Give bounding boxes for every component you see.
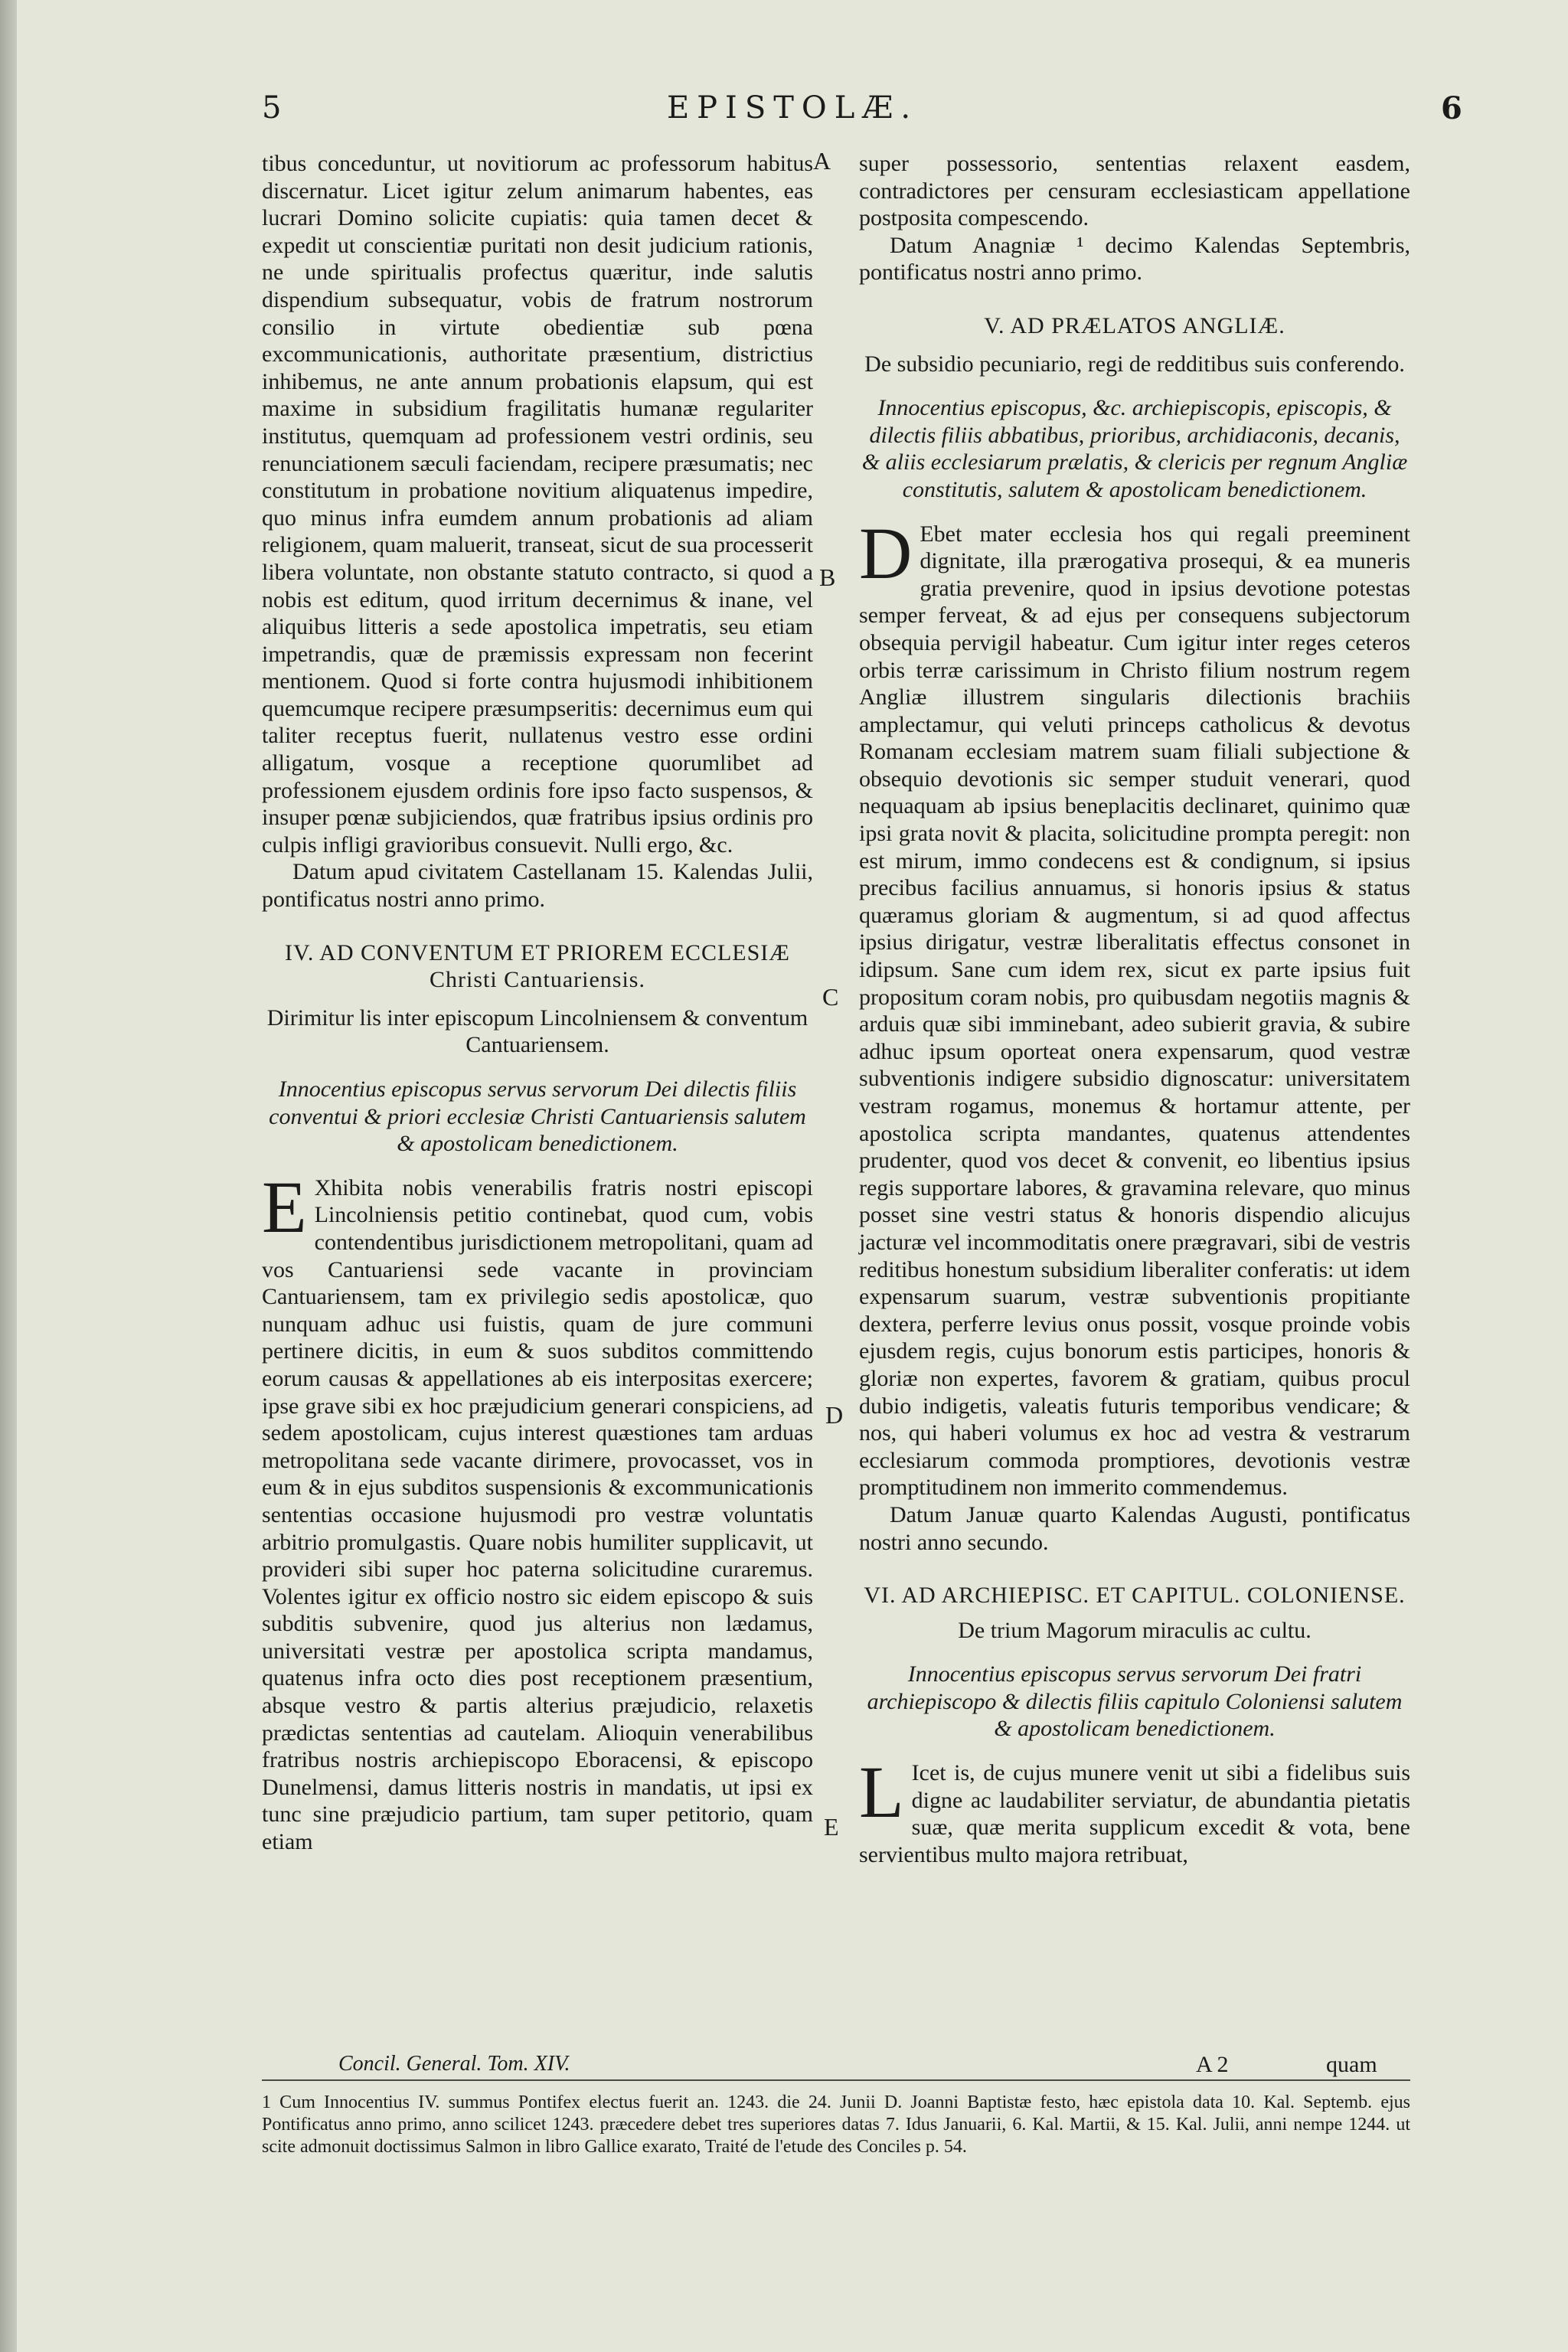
margin-letter-a: A bbox=[813, 147, 831, 175]
letter-vi-body bbox=[859, 1751, 1410, 1868]
binding-gutter bbox=[0, 0, 17, 2352]
letter-iv-summary: Dirimitur lis inter episcopum Lincolniensem & conventum Cantuariensem. bbox=[266, 1004, 808, 1058]
right-dating-clause-2: Datum Januæ quarto Kalendas Augusti, pontificatus nostri anno secundo. bbox=[859, 1501, 1410, 1555]
footnote-divider bbox=[262, 2079, 1410, 2081]
left-paragraph-1: tibus conceduntur, ut novitiorum ac professorum habitus discernatur. Licet igitur zelum animarum habentes, eas lucrari Domino solicite cupiatis: quia tamen decet & expedit ut conscientiæ puritati non desit judicium rationis, ne unde spiritualis profectus quæritur, inde salutis dispendium subsequatur, vobis de fratrum nostrorum consilio in virtute obedientiæ sub pœna excommunicationis, authoritate præsentium, districtius inhibemus, ne ante annum probationis elapsum, qui est maxime in subsidium fragilitatis humanæ regulariter institutus, quemquam ad professionem vestri ordinis, seu renunciationem sæculi faciendam, recipere præsumatis; nec constitutum in probatione novitium aliquatenus impedire, quo minus infra eumdem annum probationis ad aliam religionem, quam maluerit, transeat, sicut de sua processerit libera voluntate, non obstante statuto contracto, si quod a nobis est editum, quod irritum decernimus & inane, vel aliquibus litteris a sede apostolica impetratis, seu etiam impetrandis, quæ de præmissis expressam non fecerint mentionem. Quod si forte contra hujusmodi inhibitionem quemcumque recipere præsumpseritis: decernimus eum qui taliter receptus fuerit, nullatenus vestro esse ordini alligatum, vosque a receptione quorumlibet ad professionem ejusdem ordinis fore ipso facto suspensos, & insuper pœnæ subjiciendos, quæ fratribus ipsius ordinis pro culpis infligi gravioribus consuevit. Nulli ergo, &c. bbox=[262, 151, 813, 858]
footnote: 1 Cum Innocentius IV. summus Pontifex electus fuerit an. 1243. die 24. Junii D. Joanni Baptistæ festo, hæc epistola data 10. Kal. Septemb. ejus Pontificatus anno primo, anno scilicet 1243. præcedere debet tres superiores datas 7. Idus Januarii, 6. Kal. Martii, & 15. Kal. Julii, anni nempe 1244. ut scite admonuit doctissimus Salmon in libro Gallice exarato, Traité de l'etude des Conciles p. 54. bbox=[262, 2092, 1410, 2157]
letter-iv-address: Innocentius episcopus servus servorum Dei dilectis filiis conventui & priori ecclesiæ Christi Cantuariensis salutem & apostolicam benedictionem. bbox=[269, 1076, 806, 1157]
margin-letter-e: E bbox=[824, 1813, 839, 1841]
letter-iv-heading: IV. AD CONVENTUM ET PRIOREM ECCLESIÆ Christi Cantuariensis. bbox=[285, 939, 790, 993]
drop-cap-e: E bbox=[262, 1165, 307, 1248]
signature-line: Concil. General. Tom. XIV. bbox=[338, 2052, 570, 2076]
right-paragraph-1: super possessorio, sententias relaxent easdem, contradictores per censuram ecclesiasticam appellatione postposita compescendo. bbox=[859, 151, 1410, 231]
drop-cap-l: L bbox=[859, 1751, 904, 1834]
catchword: quam bbox=[1326, 2052, 1377, 2077]
left-page-number: 5 bbox=[262, 90, 282, 126]
running-head bbox=[17, 90, 1568, 136]
letter-v-heading: V. AD PRÆLATOS ANGLIÆ. bbox=[984, 312, 1285, 338]
running-title: EPISTOLÆ. bbox=[666, 90, 919, 126]
drop-cap-d: D bbox=[859, 511, 913, 594]
right-dating-clause-1: Datum Anagniæ ¹ decimo Kalendas Septembris, pontificatus nostri anno primo. bbox=[859, 232, 1410, 286]
left-column bbox=[262, 150, 813, 1856]
margin-letter-c: C bbox=[822, 983, 839, 1011]
margin-letter-d: D bbox=[825, 1401, 844, 1429]
letter-iv-text: Xhibita nobis venerabilis fratris nostri episcopi Lincolniensis petitio continebat, quod cum, vobis contendentibus jurisdictionem metropolitani, quam ad vos Cantuariensi sede vacante in provinciam Cantuariensem, tam ex privilegio sedis apostolicæ, quo nunquam adhuc usi fuistis, quam de jure communi pertinere dicitis, in eum & suos subditos committendo eorum causas & appellationes ab eis interpositas exercere; ipse grave sibi ex hoc præjudicium generari conspiciens, ad sedem apostolicam, cujus interest quæstiones tam arduas metropolitana sede vacante dirimere, provocasset, vos in eum & in ejus subditos suspensionis & excommunicationis sententias occasione hujusmodi pro vestræ voluntatis arbitrio promulgastis. Quare nobis humiliter supplicavit, ut provideri sibi super hoc paterna solicitudine curaremus. Volentes igitur ex officio nostro sic eidem episcopo & suis subditis subvenire, quod jus alterius non lædamus, universitati vestræ per apostolica scripta mandamus, quatenus infra octo dies post receptionem præsentium, absque vestro & partis alterius præjudicio, relaxetis prædictas sententias ad cautelam. Alioquin venerabilibus fratribus nostris archiepiscopo Eboracensi, & episcopo Dunelmensi, damus litteris nostris in mandatis, ut ipsi ex tunc sine præjudicio partium, tam super petitorio, quam etiam bbox=[262, 1174, 813, 1855]
letter-vi-heading: VI. AD ARCHIEPISC. ET CAPITUL. COLONIENSE. bbox=[864, 1583, 1406, 1609]
letter-v-text: Ebet mater ecclesia hos qui regali preeminent dignitate, illa prærogativa prosequi, & ea muneris gratia prevenire, quod in ipsius devotione potestas semper ferveat, & ad ejus per consequens subjectorum obsequia pervigil habeatur. Cum igitur inter reges ceteros orbis terræ carissimum in Christo filium nostrum regem Angliæ illustrem singularis dilectionis brachiis amplectamur, qui veluti princeps catholicus & devotus Romanam ecclesiam matrem suam filiali subjectione & obsequio devotionis sic semper studuit venerari, quod nequaquam ab ipsius beneplacitis declinaret, quinimo quæ ipsi grata novit & placita, solicitudine prompta peregit: non est mirum, immo condecens est & condignum, si ipsius precibus facilius annuamus, si honoris ipsius & status quæramus gloriam & augmentum, si ad quod affectus ipsius dirigatur, vestræ liberalitatis effectus consonet in idipsum. Sane cum idem rex, sicut ex parte ipsius fuit propositum coram nobis, pro quibusdam negotiis magnis & arduis quæ sibi imminebant, adeo subierit gravia, & subire adhuc ipsum oporteat onera expensarum, quod vestræ subventionis indigere subsidio dignoscatur: universitatem vestram rogamus, monemus & hortamur attente, per apostolica scripta mandantes, quatenus attendentes prudenter, quod vos decet & convenit, eo libentius ipsius regis supportare labores, & gravamina relevare, quo minus posset sine vestri status & honoris dispendio alicujus jacturæ vel incommoditatis onere prægravari, sibi de vestris reditibus honestum subsidium liberaliter conferatis: ut idem expensarum suarum, vestræ subventionis propitiante dextera, perferre levius onus possit, vosque proinde vobis ejusdem regis, cujus bonorum estis participes, honoris & gloriæ non expertes, favorem & gratiam, quibus procul dubio indigetis, valeatis futuris temporibus vendicare; & nos, qui haberi volumus ex hoc ad vestra & vestrarum ecclesiarum commoda promptiores, devotionis vestræ promptitudinem non immerito commendemus. bbox=[859, 521, 1410, 1501]
letter-v-address: Innocentius episcopus, &c. archiepiscopis, episcopis, & dilectis filiis abbatibus, prioribus, archidiaconis, decanis, & aliis ecclesiarum prælatis, & clericis per regnum Angliæ constitutis, salutem & apostolicam benedictionem. bbox=[861, 395, 1408, 502]
right-page-number: 6 bbox=[1441, 90, 1462, 126]
right-column bbox=[859, 150, 1410, 1868]
letter-v-summary: De subsidio pecuniario, regi de redditibus suis conferendo. bbox=[864, 351, 1405, 377]
book-page bbox=[17, 0, 1568, 2352]
letter-v-body bbox=[859, 511, 1410, 1501]
margin-letter-b: B bbox=[819, 564, 836, 591]
signature-mark: A 2 bbox=[1196, 2052, 1229, 2077]
letter-vi-address: Innocentius episcopus servus servorum Dei fratri archiepiscopo & dilectis filiis capitulo Coloniensi salutem & apostolicam benedictionem. bbox=[867, 1661, 1403, 1742]
letter-vi-text: Icet is, de cujus munere venit ut sibi a fidelibus suis digne ac laudabiliter serviatur, de abundantia pietatis suæ, quæ merita supplicum excedit & vota, bene servientibus multo majora retribuat, bbox=[859, 1760, 1410, 1867]
left-dating-clause: Datum apud civitatem Castellanam 15. Kalendas Julii, pontificatus nostri anno primo. bbox=[262, 859, 813, 913]
letter-iv-body bbox=[262, 1165, 813, 1856]
letter-vi-summary: De trium Magorum miraculis ac cultu. bbox=[958, 1617, 1312, 1643]
